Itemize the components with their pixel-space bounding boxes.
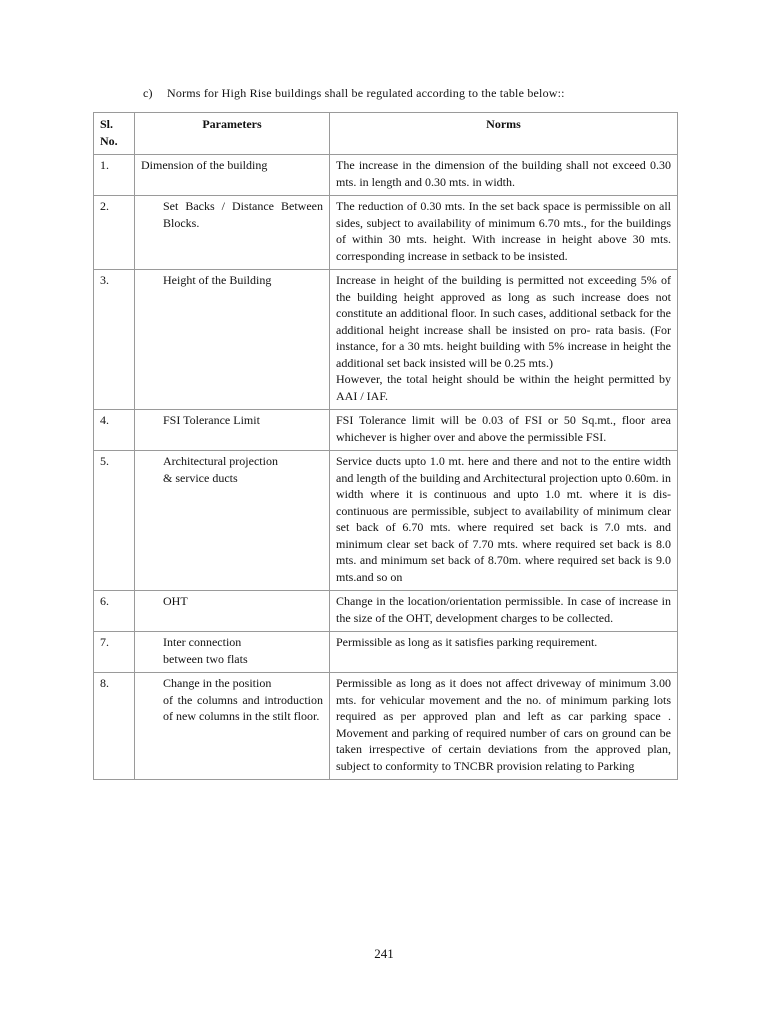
row-norm: Permissible as long as it satisfies parking requirement. — [330, 632, 678, 673]
row-sl-no: 4. — [94, 410, 135, 451]
row-parameter: FSI Tolerance Limit — [135, 410, 330, 451]
row-norm: The reduction of 0.30 mts. In the set back space is permissible on all sides, subject to availability of minimum 6.70 mts., for the buildings of within 30 mts. height. With increase in height above 30 mts. corresponding increase in setback to be insisted. — [330, 196, 678, 270]
table-row — [94, 451, 678, 591]
row-sl-no: 5. — [94, 451, 135, 591]
row-parameter: Inter connection between two flats — [135, 632, 330, 673]
row-sl-no: 3. — [94, 270, 135, 410]
row-sl-no: 7. — [94, 632, 135, 673]
row-parameter: OHT — [135, 591, 330, 632]
row-parameter: Architectural projection & service ducts — [135, 451, 330, 591]
header-norms: Norms — [330, 113, 678, 155]
row-parameter: Height of the Building — [135, 270, 330, 410]
row-norm: Change in the location/orientation permissible. In case of increase in the size of the OHT, development charges to be collected. — [330, 591, 678, 632]
row-parameter: Change in the position of the columns and introduction of new columns in the stilt floor. — [135, 673, 330, 780]
page-number: 241 — [374, 946, 394, 961]
row-norm: Service ducts upto 1.0 mt. here and there and not to the entire width and length of the building and Architectural projection upto 0.60m. in width where it is continuous and upto 1.0 mt. where it is dis-continuous are permissible, subject to availability of minimum clear set back of 6.70 mts. where required set back is 7.0 mts. and minimum clear set back of 7.70 mts. where required set back is 8.0 mts. and minimum set back of 8.70m. where required set back is 9.0 mts.and so on — [330, 451, 678, 591]
table-row — [94, 673, 678, 780]
row-sl-no: 6. — [94, 591, 135, 632]
table-header-row — [94, 113, 678, 155]
row-norm: FSI Tolerance limit will be 0.03 of FSI or 50 Sq.mt., floor area whichever is higher over and above the permissible FSI. — [330, 410, 678, 451]
row-sl-no: 1. — [94, 155, 135, 196]
row-norm: Increase in height of the building is permitted not exceeding 5% of the building height approved as long as such increase does not constitute an additional floor. In such cases, additional setback for the additional height increase shall be insisted on pro- rata basis. (For instance, for a 30 mts. height building with 5% increase in height the additional set back insisted will be 0.25 mts.) However, the total height should be within the height permitted by AAI / IAF. — [330, 270, 678, 410]
row-sl-no: 2. — [94, 196, 135, 270]
table-row — [94, 196, 678, 270]
row-norm: The increase in the dimension of the building shall not exceed 0.30 mts. in length and 0.30 mts. in width. — [330, 155, 678, 196]
row-parameter: Dimension of the building — [135, 155, 330, 196]
table-row — [94, 591, 678, 632]
row-norm: Permissible as long as it does not affect driveway of minimum 3.00 mts. for vehicular movement and the no. of minimum parking lots required as per approved plan and left as car parking space . Movement and parking of required number of cars on ground can be taken irrespective of certain deviations from the approved plan, subject to conformity to TNCBR provision relating to Parking — [330, 673, 678, 780]
table-row — [94, 410, 678, 451]
header-sl-no: Sl. No. — [94, 113, 135, 155]
section-label: c) — [143, 86, 153, 100]
table-row — [94, 270, 678, 410]
row-sl-no: 8. — [94, 673, 135, 780]
row-parameter: Set Backs / Distance Between Blocks. — [135, 196, 330, 270]
section-heading-text: Norms for High Rise buildings shall be regulated according to the table below:: — [167, 86, 565, 100]
table-row — [94, 632, 678, 673]
header-parameters: Parameters — [135, 113, 330, 155]
section-heading — [143, 86, 565, 101]
table-row — [94, 155, 678, 196]
norms-table — [93, 112, 678, 780]
